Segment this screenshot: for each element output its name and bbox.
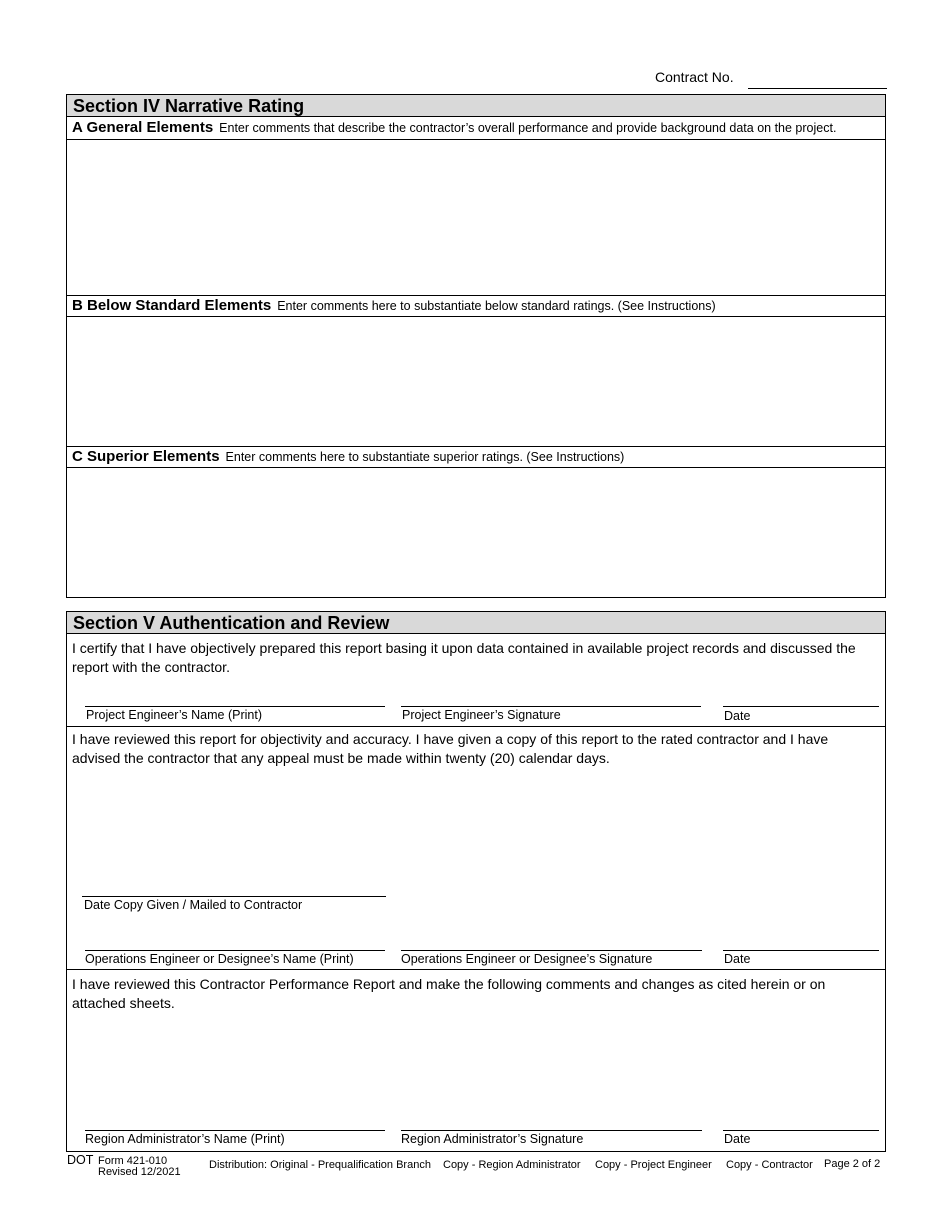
superior-elements-title: C Superior Elements [72, 448, 220, 465]
oe-name-field[interactable] [85, 950, 385, 951]
ra-signature-label: Region Administrator’s Signature [401, 1132, 584, 1146]
superior-elements-comment-area[interactable] [67, 468, 885, 596]
contract-no-field[interactable] [748, 88, 887, 89]
oe-signature-label: Operations Engineer or Designee’s Signature [401, 952, 653, 966]
oe-name-label: Operations Engineer or Designee’s Name (Print) [85, 952, 354, 966]
below-standard-desc: Enter comments here to substantiate below standard ratings. (See Instructions) [277, 299, 716, 313]
divider [67, 726, 885, 727]
contract-no-label: Contract No. [655, 69, 734, 85]
review-statement: I have reviewed this report for objectivity and accuracy. I have given a copy of this report to the rated contractor and I have advised the contractor that any appeal must be made within twenty (20) calendar days. [72, 731, 829, 766]
section-iv-narrative-rating [66, 94, 886, 598]
region-review-statement: I have reviewed this Contractor Performance Report and make the following comments and changes as cited herein or on attached sheets. [72, 976, 826, 1011]
pe-signature-label: Project Engineer’s Signature [402, 708, 561, 722]
general-elements-header [67, 117, 885, 140]
general-elements-title: A General Elements [72, 119, 214, 136]
footer-distribution: Distribution: Original - Prequalification Branch [209, 1159, 431, 1171]
footer-dot: DOT [67, 1153, 94, 1167]
below-standard-title: B Below Standard Elements [72, 297, 272, 314]
ra-name-field[interactable] [85, 1130, 385, 1131]
superior-elements-header [67, 446, 885, 468]
oe-date-field[interactable] [723, 950, 879, 951]
divider [67, 969, 885, 970]
footer-form-number: Form 421-010 [98, 1155, 168, 1167]
ra-date-label: Date [724, 1132, 751, 1146]
pe-date-field[interactable] [723, 706, 879, 707]
pe-signature-field[interactable] [401, 706, 701, 707]
general-elements-desc: Enter comments that describe the contractor’s overall performance and provide background data on the project. [219, 121, 837, 135]
general-elements-comment-area[interactable] [67, 140, 885, 295]
footer-copy-project-engineer: Copy - Project Engineer [595, 1159, 712, 1171]
below-standard-comment-area[interactable] [67, 317, 885, 446]
copy-given-date-field[interactable] [82, 896, 386, 897]
section-iv-title: Section IV Narrative Rating [67, 95, 885, 117]
ra-date-field[interactable] [723, 1130, 879, 1131]
section-v-title: Section V Authentication and Review [67, 612, 885, 634]
pe-name-label: Project Engineer’s Name (Print) [86, 708, 262, 722]
footer-page-number: Page 2 of 2 [824, 1158, 881, 1170]
superior-elements-desc: Enter comments here to substantiate superior ratings. (See Instructions) [225, 450, 625, 464]
footer-revised: Revised 12/2021 [98, 1166, 181, 1178]
certify-statement: I certify that I have objectively prepared this report basing it upon data contained in available project records and discussed the report with the contractor. [72, 640, 856, 675]
copy-given-label: Date Copy Given / Mailed to Contractor [84, 898, 303, 912]
ra-signature-field[interactable] [401, 1130, 702, 1131]
section-v-authentication [66, 611, 886, 1152]
pe-date-label: Date [724, 709, 751, 723]
footer-copy-contractor: Copy - Contractor [726, 1159, 813, 1171]
oe-signature-field[interactable] [401, 950, 702, 951]
pe-name-field[interactable] [85, 706, 385, 707]
oe-date-label: Date [724, 952, 751, 966]
footer-copy-region-admin: Copy - Region Administrator [443, 1159, 581, 1171]
below-standard-header [67, 295, 885, 317]
ra-name-label: Region Administrator’s Name (Print) [85, 1132, 285, 1146]
